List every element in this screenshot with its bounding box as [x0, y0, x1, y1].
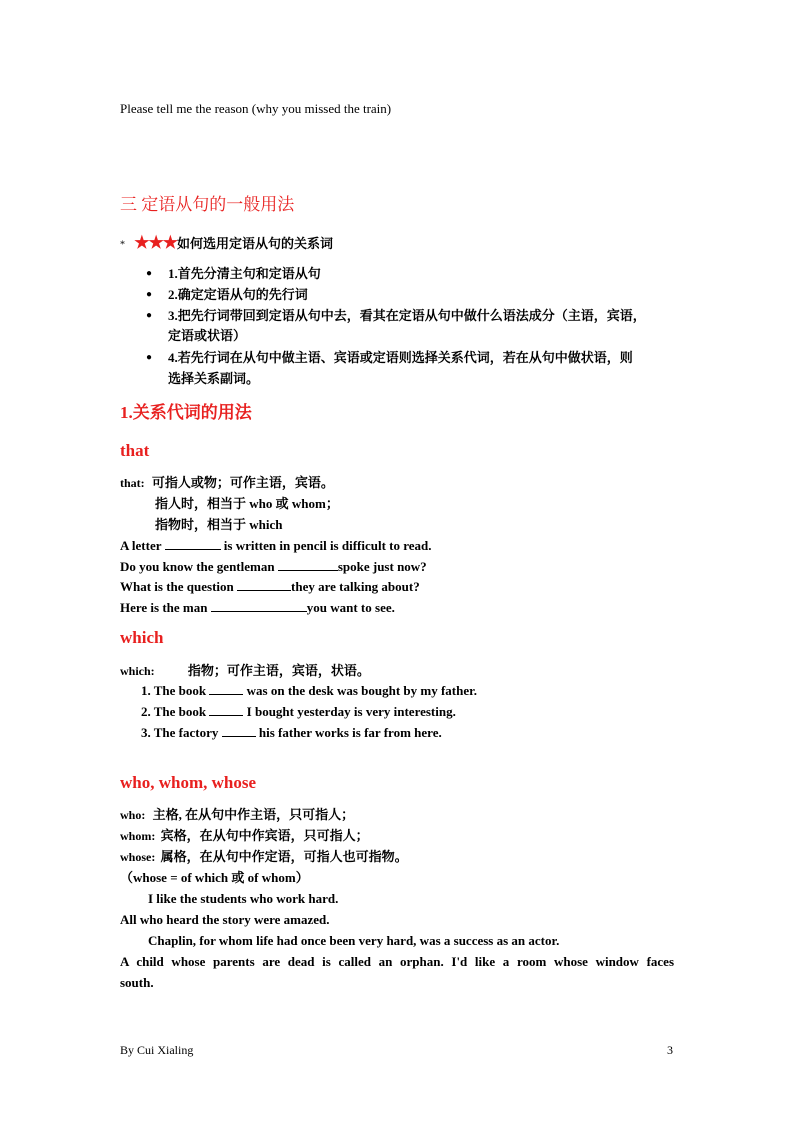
that-example-4	[120, 599, 395, 616]
that-line2: 指人时，相当于 who 或 whom；	[155, 496, 339, 511]
blank-line	[165, 538, 221, 550]
that-line3: 指物时，相当于 which	[155, 517, 283, 532]
blank-line	[222, 725, 256, 737]
who-example-2: All who heard the story were amazed.	[120, 912, 330, 927]
example-text: his father works is far from here.	[258, 725, 442, 740]
whom-text: 宾格，在从句中作宾语，只可指人；	[160, 828, 369, 843]
who-heading: who, whom, whose	[120, 773, 257, 792]
page-number: 3	[667, 1043, 673, 1057]
bullet-dot-icon: ●	[146, 310, 153, 321]
bullet-dot-icon: ●	[146, 268, 153, 279]
example-text: A letter	[120, 538, 162, 553]
who-text: 主格, 在从句中作主语，只可指人；	[152, 807, 355, 822]
example-text: is written in pencil is difficult to read.	[223, 538, 432, 553]
example-text: Do you know the gentleman	[120, 559, 275, 574]
who-example-4: A child whose parents are dead is called an orphan. I'd like a room whose window faces	[120, 954, 674, 969]
that-definition	[120, 474, 334, 492]
example-text: 1. The book	[141, 683, 207, 698]
subsection-heading: 1.关系代词的用法	[120, 403, 252, 422]
example-text: you want to see.	[306, 600, 395, 615]
that-line1: 可指人或物；可作主语，宾语。	[151, 475, 334, 490]
example-text: was on the desk was bought by my father.	[246, 683, 477, 698]
blank-line	[278, 559, 338, 571]
example-text: spoke just now?	[337, 559, 427, 574]
whom-definition	[120, 827, 369, 845]
whose-text: 属格，在从句中作定语，可指人也可指物。	[160, 849, 408, 864]
which-line1: 指物；可作主语，宾语，状语。	[187, 663, 370, 678]
whose-label: whose:	[120, 850, 156, 864]
who-label: who:	[120, 808, 146, 822]
which-example-3	[141, 724, 442, 741]
bullet-item-3: 3.把先行词带回到定语从句中去，看其在定语从句中做什么语法成分（主语，宾语，	[168, 308, 646, 323]
which-example-2	[141, 703, 456, 720]
example-text: 2. The book	[141, 704, 207, 719]
bullet-item-4-cont: 选择关系副词。	[168, 371, 260, 386]
star-icons: ★★★	[134, 233, 177, 252]
bullet-dot-icon: ●	[146, 289, 153, 300]
star-marker: *	[120, 239, 125, 251]
which-label: which:	[120, 664, 155, 678]
whose-note: （whose = of which 或 of whom）	[120, 870, 309, 885]
bullet-dot-icon: ●	[146, 352, 153, 363]
example-text: Here is the man	[120, 600, 208, 615]
whose-definition	[120, 848, 408, 866]
that-example-2	[120, 558, 427, 575]
bullet-item-1: 1.首先分清主句和定语从句	[168, 266, 321, 281]
example-text: I bought yesterday is very interesting.	[246, 704, 456, 719]
bullet-item-2: 2.确定定语从句的先行词	[168, 287, 308, 302]
bullet-item-3-cont: 定语或状语）	[168, 328, 247, 343]
example-text: they are talking about?	[291, 579, 420, 594]
that-label: that:	[120, 476, 145, 490]
blank-line	[209, 683, 243, 695]
example-text: What is the question	[120, 579, 234, 594]
intro-sentence: Please tell me the reason (why you missed the train)	[120, 101, 392, 116]
that-heading: that	[120, 441, 150, 460]
which-heading: which	[120, 628, 164, 647]
which-example-1	[141, 682, 477, 699]
whom-label: whom:	[120, 829, 156, 843]
who-example-1: I like the students who work hard.	[148, 891, 339, 906]
section-heading: 三 定语从句的一般用法	[120, 195, 295, 214]
who-example-3: Chaplin, for whom life had once been very hard, was a success as an actor.	[148, 933, 560, 948]
footer-author: By Cui Xialing	[120, 1043, 194, 1057]
blank-line	[237, 579, 291, 591]
star-line-text: 如何选用定语从句的关系词	[176, 236, 333, 251]
blank-line	[209, 704, 243, 716]
bullet-item-4: 4.若先行词在从句中做主语、宾语或定语则选择关系代词，若在从句中做状语，则	[168, 350, 633, 365]
which-definition	[120, 662, 370, 680]
that-example-1	[120, 537, 432, 554]
who-example-4-cont: south.	[120, 975, 154, 990]
star-line	[120, 234, 333, 254]
that-example-3	[120, 578, 420, 595]
blank-line	[211, 600, 307, 612]
who-definition	[120, 806, 354, 824]
example-text: 3. The factory	[141, 725, 219, 740]
